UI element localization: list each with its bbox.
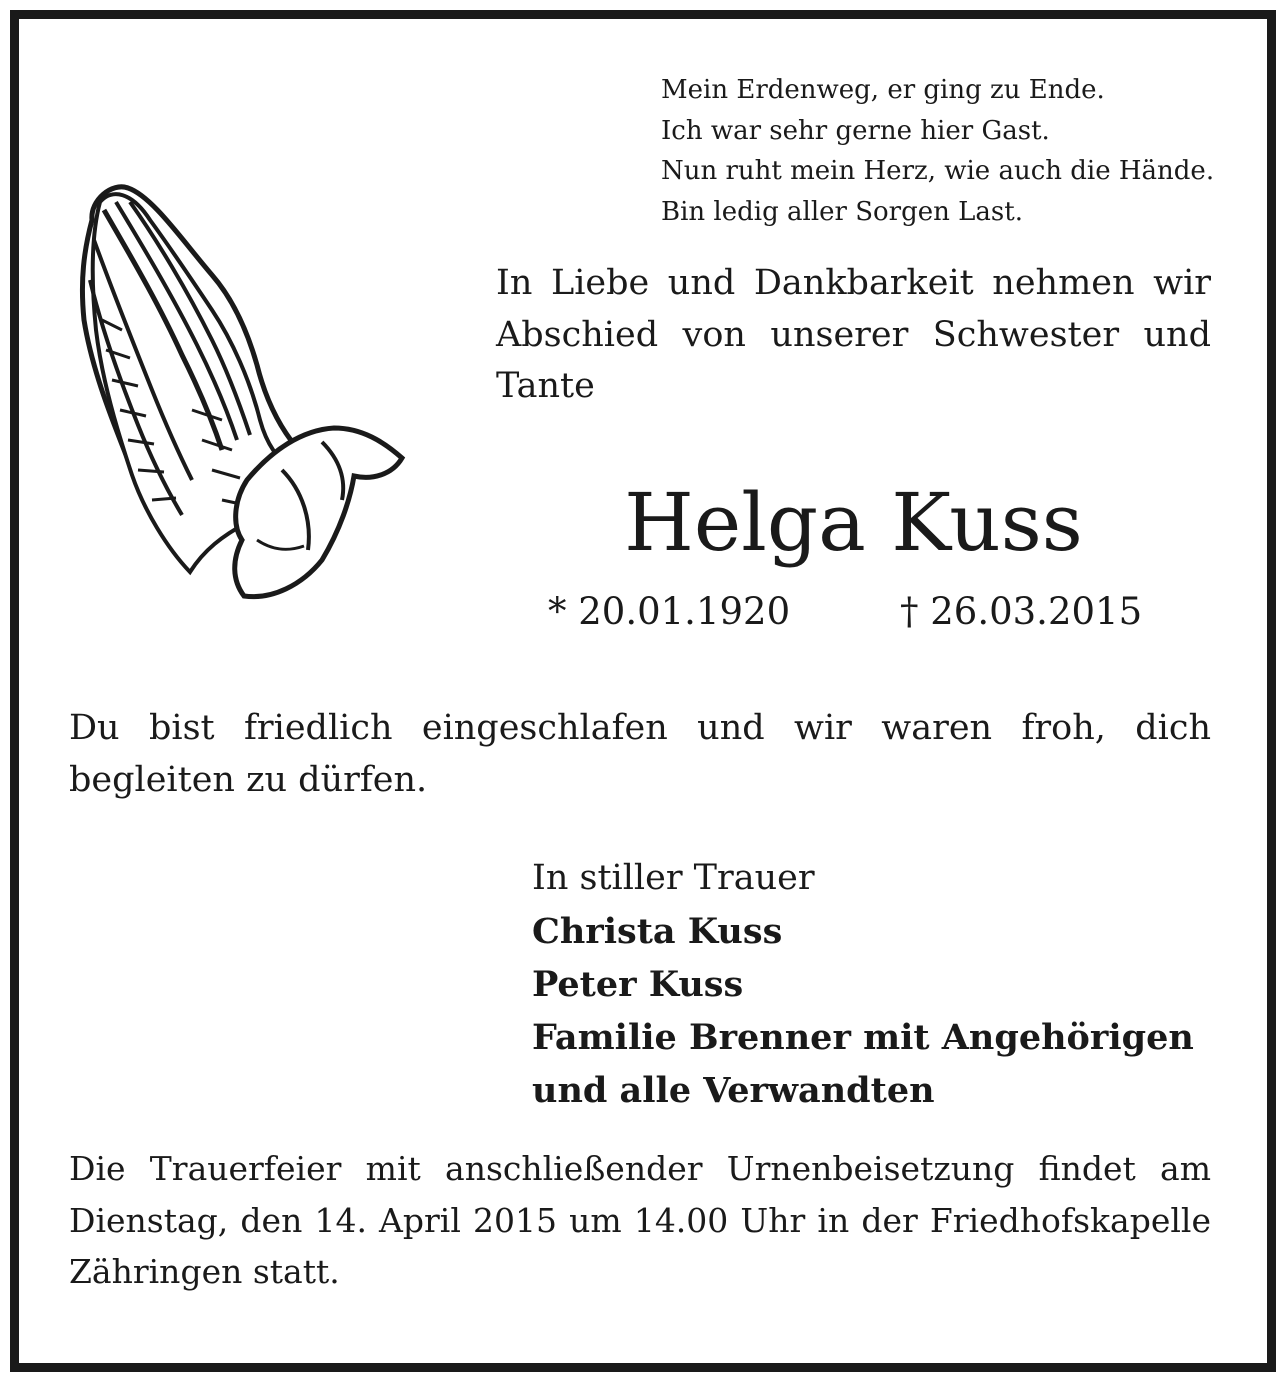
poem-line: Mein Erdenweg, er ging zu Ende. bbox=[661, 75, 1105, 105]
poem-line: Bin ledig aller Sorgen Last. bbox=[661, 196, 1023, 227]
mourners-heading: In stiller Trauer bbox=[532, 858, 815, 898]
mourner-name: Christa Kuss bbox=[532, 911, 783, 952]
intro-text: In Liebe und Dankbarkeit nehmen wir Abschied von unserer Schwester und Tante bbox=[496, 263, 1211, 406]
poem-line: Nun ruht mein Herz, wie auch die Hände. bbox=[661, 156, 1215, 186]
deceased-name: Helga Kuss bbox=[624, 476, 1083, 569]
praying-hands-icon bbox=[72, 180, 412, 604]
poem bbox=[661, 70, 1231, 232]
mourners-block bbox=[532, 852, 1232, 1117]
mourner-name: und alle Verwandten bbox=[532, 1070, 935, 1111]
death-date: † 26.03.2015 bbox=[900, 590, 1143, 633]
poem-line: Ich war sehr gerne hier Gast. bbox=[661, 115, 1050, 146]
mourner-name: Familie Brenner mit Angehörigen bbox=[532, 1017, 1194, 1058]
funeral-notice: Die Trauerfeier mit anschließender Urnenbeisetzung findet am Dienstag, den 14. April 2015 um 14.00 Uhr in der Friedhofskapelle Zähringen statt. bbox=[69, 1149, 1211, 1291]
mourner-name: Peter Kuss bbox=[532, 964, 744, 1005]
birth-date: * 20.01.1920 bbox=[548, 590, 791, 633]
farewell-message: Du bist friedlich eingeschlafen und wir waren froh, dich begleiten zu dürfen. bbox=[69, 708, 1211, 800]
